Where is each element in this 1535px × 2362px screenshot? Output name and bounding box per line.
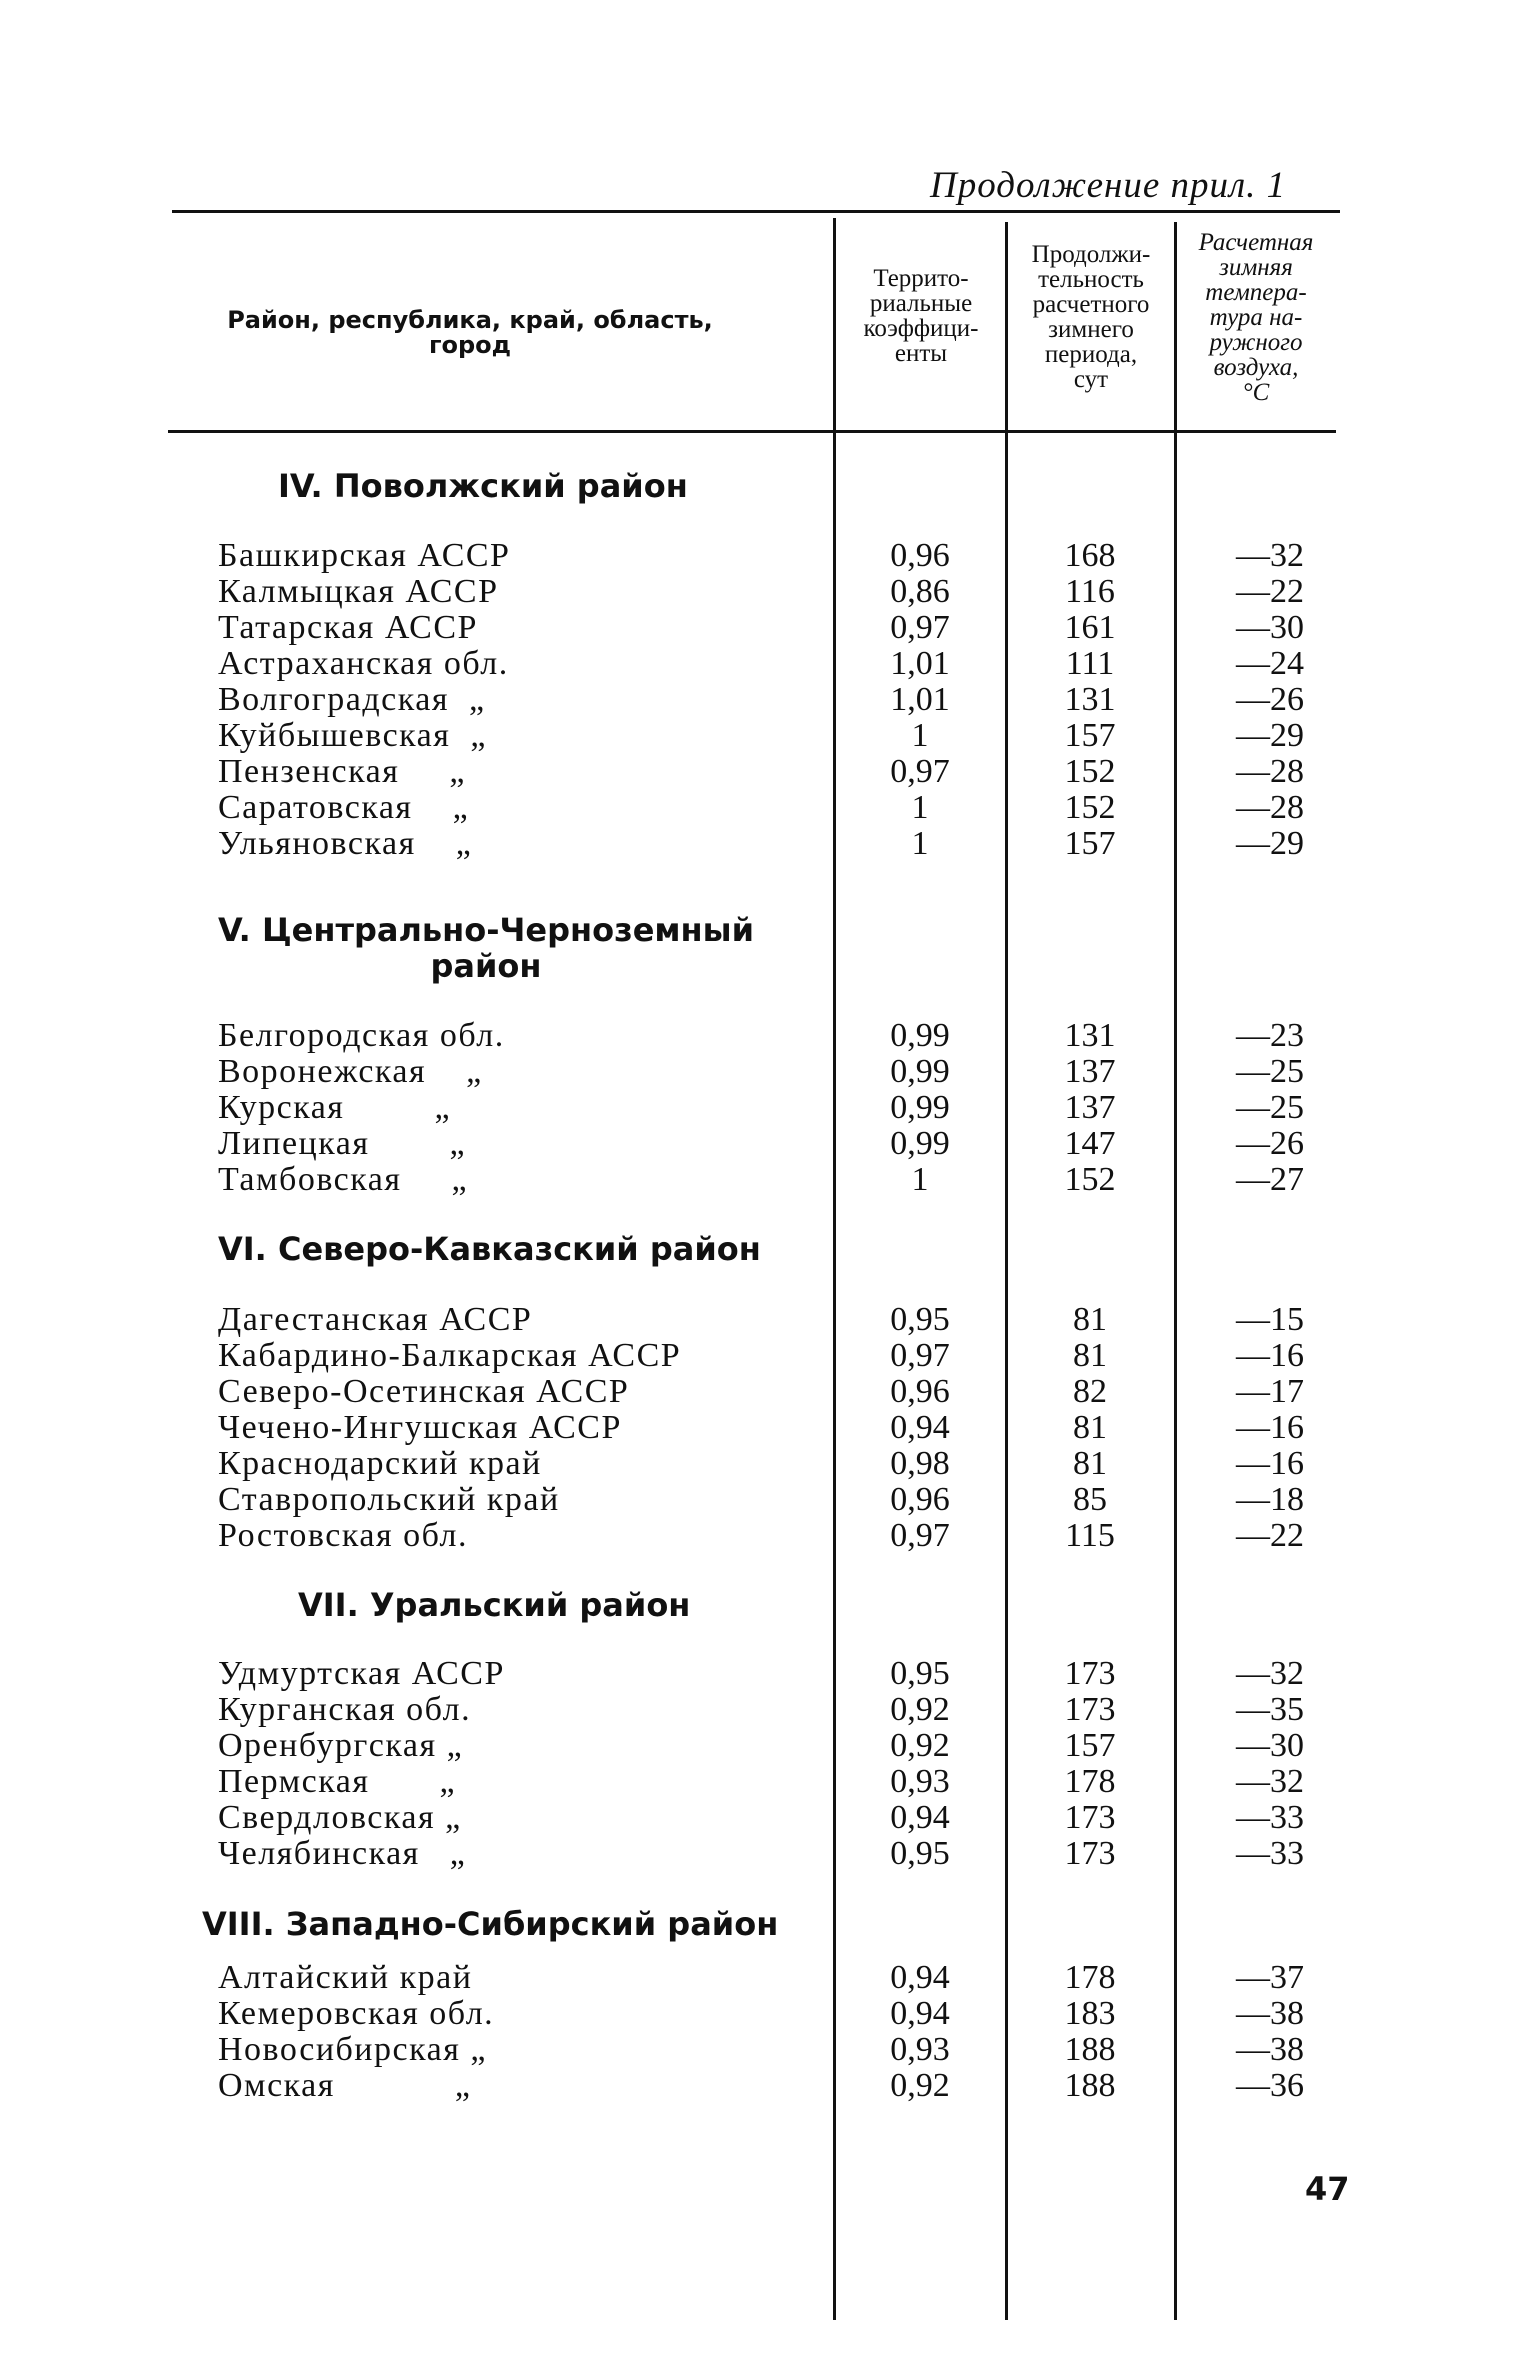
header-bottom-rule [168,430,1336,433]
table-row [0,1764,1535,1800]
section-title: VII. Уральский район [298,1586,691,1624]
territorial-coefficient: 0,96 [890,537,950,574]
region-name: Курганская обл. [218,1691,472,1728]
winter-duration-days: 183 [1064,1995,1116,2032]
winter-duration-days: 161 [1064,609,1116,646]
winter-duration-days: 152 [1064,1161,1116,1198]
table-row [0,826,1535,862]
region-name: Башкирская АССР [218,537,511,574]
region-name: Омская „ [218,2067,472,2104]
table-row [0,2068,1535,2104]
header-territorial-coefficients: Террито- риальные коэффици- енты [863,265,979,367]
region-name: Пензенская „ [218,753,466,790]
table-row [0,610,1535,646]
region-name: Северо-Осетинская АССР [218,1373,630,1410]
winter-duration-days: 116 [1065,573,1115,610]
winter-duration-days: 178 [1064,1763,1116,1800]
region-name: Алтайский край [218,1959,473,1996]
section-title: V. Центрально-Черноземный район [218,911,755,985]
territorial-coefficient: 0,92 [890,1727,950,1764]
table-row [0,1410,1535,1446]
winter-duration-days: 85 [1073,1481,1107,1518]
table-row [0,1836,1535,1872]
winter-temperature: —38 [1236,1995,1304,2032]
winter-temperature: —17 [1236,1373,1304,1410]
winter-duration-days: 137 [1064,1089,1116,1126]
table-row [0,1374,1535,1410]
territorial-coefficient: 1 [911,717,929,754]
winter-temperature: —24 [1236,645,1304,682]
page-number: 47 [1305,2170,1350,2208]
winter-duration-days: 178 [1064,1959,1116,1996]
region-name: Челябинская „ [218,1835,467,1872]
region-name: Ростовская обл. [218,1517,469,1554]
winter-temperature: —30 [1236,1727,1304,1764]
winter-temperature: —22 [1236,573,1304,610]
region-name: Татарская АССР [218,609,478,646]
winter-duration-days: 115 [1065,1517,1115,1554]
winter-temperature: —28 [1236,789,1304,826]
territorial-coefficient: 1 [911,825,929,862]
winter-duration-days: 147 [1064,1125,1116,1162]
table-row [0,754,1535,790]
region-name: Свердловская „ [218,1799,462,1836]
territorial-coefficient: 0,97 [890,1337,950,1374]
region-name: Краснодарский край [218,1445,542,1482]
winter-temperature: —32 [1236,537,1304,574]
winter-temperature: —29 [1236,825,1304,862]
winter-temperature: —23 [1236,1017,1304,1054]
section-title: VI. Северо-Кавказский район [218,1230,761,1268]
territorial-coefficient: 0,99 [890,1125,950,1162]
territorial-coefficient: 0,97 [890,1517,950,1554]
region-name: Чечено-Ингушская АССР [218,1409,622,1446]
table-row [0,1126,1535,1162]
winter-temperature: —37 [1236,1959,1304,1996]
region-name: Липецкая „ [218,1125,467,1162]
territorial-coefficient: 0,99 [890,1017,950,1054]
territorial-coefficient: 0,99 [890,1089,950,1126]
winter-temperature: —28 [1236,753,1304,790]
territorial-coefficient: 1 [911,789,929,826]
winter-duration-days: 81 [1073,1409,1107,1446]
region-name: Саратовская „ [218,789,470,826]
territorial-coefficient: 1,01 [890,681,950,718]
table-row [0,1656,1535,1692]
continuation-caption: Продолжение прил. 1 [930,165,1287,206]
region-name: Калмыцкая АССР [218,573,499,610]
winter-duration-days: 157 [1064,1727,1116,1764]
winter-duration-days: 168 [1064,537,1116,574]
table-row [0,1446,1535,1482]
winter-temperature: —33 [1236,1799,1304,1836]
territorial-coefficient: 0,94 [890,1799,950,1836]
winter-temperature: —26 [1236,681,1304,718]
winter-temperature: —16 [1236,1445,1304,1482]
table-row [0,1692,1535,1728]
region-name: Дагестанская АССР [218,1301,533,1338]
region-name: Ульяновская „ [218,825,473,862]
territorial-coefficient: 0,99 [890,1053,950,1090]
territorial-coefficient: 0,98 [890,1445,950,1482]
region-name: Новосибирская „ [218,2031,487,2068]
header-top-rule [172,210,1340,213]
winter-duration-days: 111 [1065,645,1115,682]
territorial-coefficient: 0,97 [890,609,950,646]
winter-temperature: —33 [1236,1835,1304,1872]
territorial-coefficient: 0,95 [890,1835,950,1872]
winter-duration-days: 131 [1064,1017,1116,1054]
table-row [0,790,1535,826]
winter-duration-days: 137 [1064,1053,1116,1090]
winter-temperature: —22 [1236,1517,1304,1554]
territorial-coefficient: 1,01 [890,645,950,682]
winter-duration-days: 152 [1064,789,1116,826]
region-name: Волгоградская „ [218,681,486,718]
winter-duration-days: 188 [1064,2031,1116,2068]
territorial-coefficient: 0,95 [890,1655,950,1692]
winter-duration-days: 81 [1073,1445,1107,1482]
header-winter-temperature: Расчетная зимняя темпера- тура на- ружного воздуха, °С [1198,229,1314,406]
region-name: Удмуртская АССР [218,1655,505,1692]
winter-duration-days: 81 [1073,1301,1107,1338]
region-name: Астраханская обл. [218,645,509,682]
winter-duration-days: 81 [1073,1337,1107,1374]
winter-duration-days: 152 [1064,753,1116,790]
winter-duration-days: 173 [1064,1835,1116,1872]
winter-temperature: —26 [1236,1125,1304,1162]
winter-duration-days: 173 [1064,1691,1116,1728]
winter-temperature: —16 [1236,1337,1304,1374]
header-region: Район, республика, край, область, город [227,306,713,359]
header-winter-duration: Продолжи- тельность расчетного зимнего периода, сут [1031,241,1151,393]
territorial-coefficient: 0,95 [890,1301,950,1338]
region-name: Ставропольский край [218,1481,560,1518]
region-name: Курская „ [218,1089,452,1126]
winter-temperature: —16 [1236,1409,1304,1446]
table-row [0,538,1535,574]
region-name: Воронежская „ [218,1053,483,1090]
region-name: Куйбышевская „ [218,717,487,754]
winter-temperature: —29 [1236,717,1304,754]
table-row [0,574,1535,610]
territorial-coefficient: 0,93 [890,1763,950,1800]
region-name: Кабардино-Балкарская АССР [218,1337,682,1374]
region-name: Тамбовская „ [218,1161,469,1198]
winter-duration-days: 173 [1064,1655,1116,1692]
region-name: Белгородская обл. [218,1017,505,1054]
territorial-coefficient: 1 [911,1161,929,1198]
section-title: VIII. Западно-Сибирский район [202,1905,779,1943]
winter-temperature: —38 [1236,2031,1304,2068]
region-name: Оренбургская „ [218,1727,464,1764]
region-name: Пермская „ [218,1763,457,1800]
table-row [0,1302,1535,1338]
table-row [0,1482,1535,1518]
table-row [0,1162,1535,1198]
table-row [0,1090,1535,1126]
table-row [0,1518,1535,1554]
territorial-coefficient: 0,94 [890,1959,950,1996]
territorial-coefficient: 0,94 [890,1409,950,1446]
table-row [0,1996,1535,2032]
table-row [0,1018,1535,1054]
table-row [0,1800,1535,1836]
territorial-coefficient: 0,94 [890,1995,950,2032]
territorial-coefficient: 0,92 [890,2067,950,2104]
section-title: IV. Поволжский район [278,467,688,505]
winter-duration-days: 188 [1064,2067,1116,2104]
winter-temperature: —25 [1236,1089,1304,1126]
winter-temperature: —25 [1236,1053,1304,1090]
winter-temperature: —32 [1236,1763,1304,1800]
winter-duration-days: 157 [1064,825,1116,862]
territorial-coefficient: 0,86 [890,573,950,610]
winter-duration-days: 82 [1073,1373,1107,1410]
territorial-coefficient: 0,96 [890,1481,950,1518]
winter-temperature: —35 [1236,1691,1304,1728]
territorial-coefficient: 0,93 [890,2031,950,2068]
table-row [0,1960,1535,1996]
table-row [0,646,1535,682]
winter-duration-days: 131 [1064,681,1116,718]
winter-temperature: —32 [1236,1655,1304,1692]
region-name: Кемеровская обл. [218,1995,495,2032]
winter-duration-days: 157 [1064,717,1116,754]
table-row [0,718,1535,754]
winter-temperature: —27 [1236,1161,1304,1198]
table-row [0,682,1535,718]
winter-temperature: —15 [1236,1301,1304,1338]
territorial-coefficient: 0,96 [890,1373,950,1410]
table-row [0,1054,1535,1090]
winter-temperature: —30 [1236,609,1304,646]
territorial-coefficient: 0,92 [890,1691,950,1728]
winter-duration-days: 173 [1064,1799,1116,1836]
winter-temperature: —36 [1236,2067,1304,2104]
winter-temperature: —18 [1236,1481,1304,1518]
territorial-coefficient: 0,97 [890,753,950,790]
table-row [0,1338,1535,1374]
table-row [0,1728,1535,1764]
table-row [0,2032,1535,2068]
